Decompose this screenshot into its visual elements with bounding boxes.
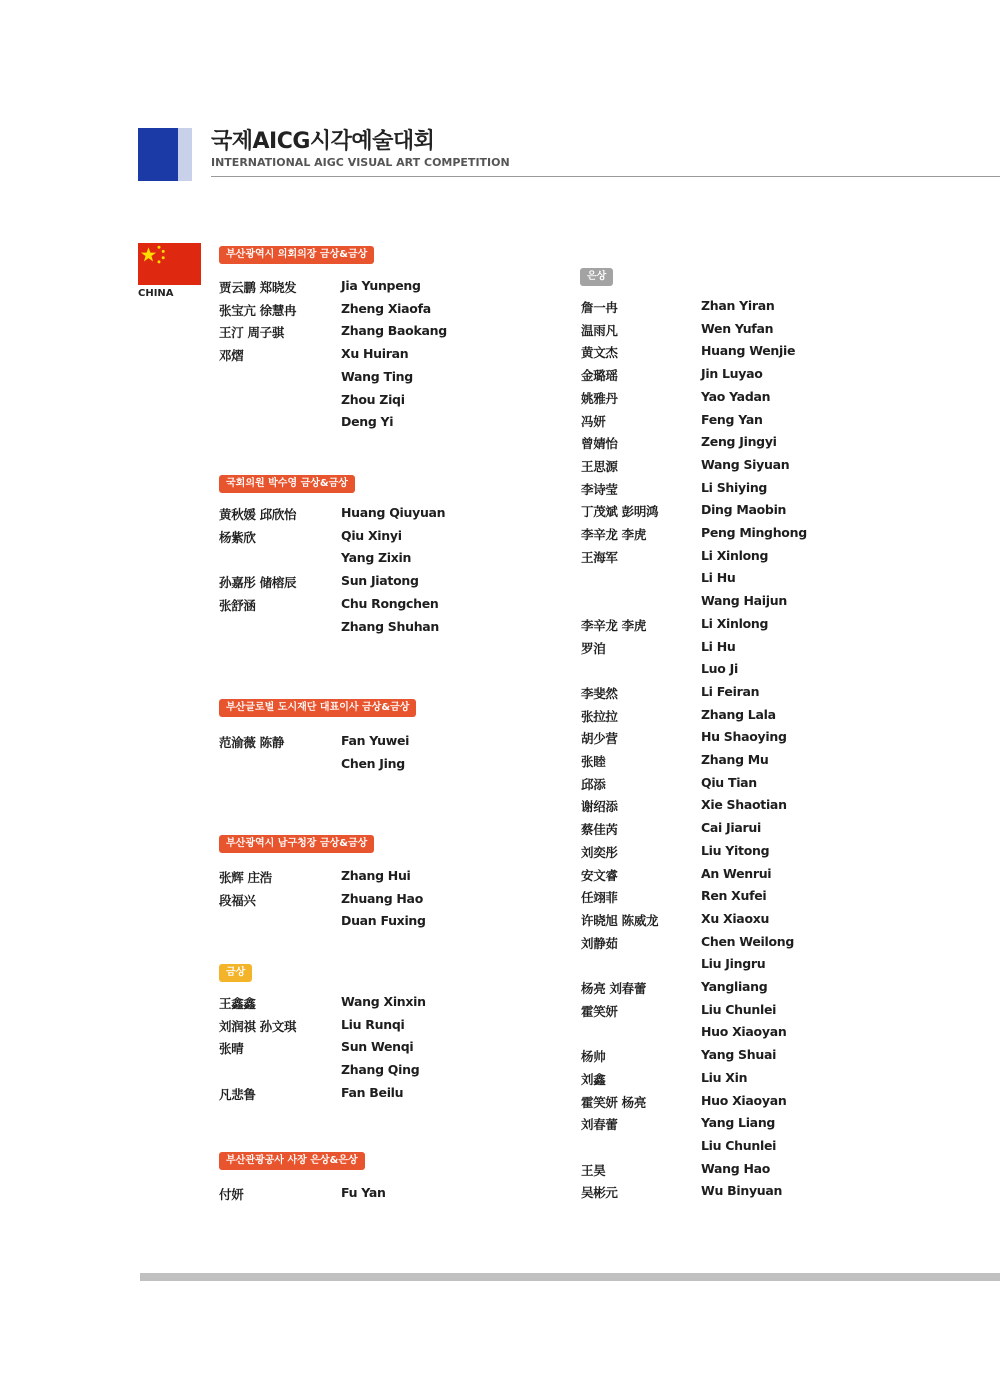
header-logo-accent	[178, 128, 192, 181]
recipient-name-chinese: 王海军	[581, 549, 618, 565]
recipient-name-chinese: 温雨凡	[581, 322, 618, 338]
recipient-name-english: An Wenrui	[701, 865, 772, 881]
recipient-name-english: Yang Shuai	[701, 1047, 777, 1063]
recipient-name-chinese: 曾婧怡	[581, 436, 618, 452]
page-title: 국제AICG시각예술대회	[211, 129, 435, 154]
recipient-name-chinese: 霍笑妍	[581, 1003, 618, 1019]
recipient-name-chinese: 谢绍添	[581, 799, 618, 815]
recipient-name-english: Wu Binyuan	[701, 1183, 783, 1199]
recipient-name-chinese: 许晓旭 陈威龙	[581, 912, 659, 928]
recipient-name-chinese: 范渝薇 陈静	[219, 735, 285, 750]
recipient-name-chinese: 刘春蕾	[581, 1117, 618, 1133]
recipient-name-english: Zhang Lala	[701, 706, 776, 722]
recipient-name-chinese: 凡悲鲁	[219, 1086, 256, 1102]
recipient-name-chinese: 张宝亢 徐慧冉	[219, 302, 297, 318]
recipient-name-chinese: 王昊	[581, 1162, 606, 1178]
country-label: CHINA	[138, 288, 174, 299]
recipient-name-english: Cai Jiarui	[701, 820, 761, 836]
recipient-name-chinese: 李辛龙 李虎	[581, 617, 647, 633]
recipient-name-chinese: 王汀 周子骐	[219, 325, 285, 341]
recipient-name-chinese: 段福兴	[219, 892, 256, 908]
recipient-name-chinese: 吴彬元	[581, 1185, 618, 1201]
recipient-name-english: Fu Yan	[341, 1185, 386, 1200]
recipient-name-chinese: 霍笑妍 杨亮	[581, 1094, 647, 1110]
recipient-name-english: Zhan Yiran	[701, 298, 775, 313]
recipient-name-chinese: 邓熠	[219, 348, 244, 364]
recipient-name-english: Chu Rongchen	[341, 595, 439, 611]
header-divider	[211, 176, 1000, 177]
recipient-name-english: Wen Yufan	[701, 320, 774, 336]
award-badge: 금상	[219, 964, 252, 982]
recipient-name-chinese: 黄秋媛 邱欣怡	[219, 507, 297, 522]
recipient-name-chinese: 刘奕彤	[581, 844, 618, 860]
recipient-name-english: Liu Runqi	[341, 1016, 405, 1032]
award-badge: 부산광역시 남구청장 금상&금상	[219, 835, 374, 853]
recipient-name-english: Ren Xufei	[701, 888, 767, 904]
recipient-name-english: Liu Yitong	[701, 842, 770, 858]
recipient-name-english: Feng Yan	[701, 411, 763, 427]
recipient-name-english: Hu Shaoying	[701, 729, 787, 745]
recipient-name-english: Liu Chunlei	[701, 1001, 777, 1017]
recipient-name-chinese: 邱添	[581, 776, 606, 792]
award-badge: 은상	[580, 268, 613, 286]
award-badge: 국회의원 박수영 금상&금상	[219, 475, 355, 493]
recipient-name-english: Xie Shaotian	[701, 797, 787, 813]
china-flag-icon	[138, 243, 201, 285]
recipient-name-english: Zeng Jingyi	[701, 434, 777, 450]
recipient-name-english: Li Feiran	[701, 683, 760, 699]
recipient-name-chinese: 姚雅丹	[581, 390, 618, 406]
recipient-name-english: Jia Yunpeng	[341, 278, 421, 293]
recipient-name-english: Wang Haijun	[701, 593, 787, 609]
recipient-name-english: Li Xinlong	[701, 615, 769, 631]
recipient-name-english: Zhang Shuhan	[341, 618, 440, 634]
recipient-name-chinese: 杨帅	[581, 1049, 606, 1065]
recipient-name-chinese: 金璐瑶	[581, 368, 618, 384]
recipient-name-english: Zhang Mu	[701, 752, 769, 767]
recipient-name-english: Zhou Ziqi	[341, 391, 405, 407]
recipient-name-chinese: 王鑫鑫	[219, 996, 256, 1011]
page-subtitle: INTERNATIONAL AIGC VISUAL ART COMPETITION	[211, 156, 510, 169]
recipient-name-chinese: 杨亮 刘春蕾	[581, 981, 647, 996]
recipient-name-english: Xu Xiaoxu	[701, 910, 770, 926]
recipient-name-english: Yao Yadan	[701, 388, 771, 404]
recipient-name-english: Huo Xiaoyan	[701, 1092, 787, 1108]
recipient-name-chinese: 孙嘉彤 储榕辰	[219, 575, 297, 591]
recipient-name-english: Ding Maobin	[701, 502, 787, 518]
recipient-name-english: Deng Yi	[341, 414, 394, 430]
recipient-name-chinese: 任翊菲	[581, 890, 618, 906]
recipient-name-chinese: 李斐然	[581, 685, 618, 701]
recipient-name-chinese: 冯妍	[581, 413, 606, 429]
award-badge: 부산글로벌 도시재단 대표이사 금상&금상	[219, 699, 416, 717]
recipient-name-chinese: 刘鑫	[581, 1071, 606, 1087]
recipient-name-english: Wang Hao	[701, 1160, 771, 1176]
award-badge: 부산광역시 의회의장 금상&금상	[219, 246, 374, 264]
recipient-name-english: Liu Jingru	[701, 956, 766, 972]
recipient-name-english: Zhang Qing	[341, 1062, 420, 1078]
recipient-name-english: Duan Fuxing	[341, 913, 426, 929]
recipient-name-chinese: 詹一冉	[581, 300, 618, 315]
recipient-name-english: Chen Weilong	[701, 933, 795, 949]
recipient-name-chinese: 刘静茹	[581, 935, 618, 951]
recipient-name-english: Liu Chunlei	[701, 1137, 777, 1153]
recipient-name-chinese: 张晴	[219, 1041, 244, 1057]
recipient-name-english: Zheng Xiaofa	[341, 300, 431, 316]
recipient-name-english: Wang Xinxin	[341, 994, 426, 1009]
award-badge: 부산관광공사 사장 은상&은상	[219, 1152, 365, 1170]
recipient-name-english: Huang Qiuyuan	[341, 505, 446, 520]
recipient-name-english: Jin Luyao	[701, 366, 763, 382]
recipient-name-chinese: 李辛龙 李虎	[581, 527, 647, 542]
recipient-name-english: Qiu Tian	[701, 774, 757, 790]
recipient-name-english: Zhuang Hao	[341, 890, 423, 906]
recipient-name-chinese: 杨紫欣	[219, 529, 256, 545]
recipient-name-english: Wang Siyuan	[701, 456, 790, 472]
recipient-name-chinese: 张舒涵	[219, 597, 256, 613]
recipient-name-chinese: 安文睿	[581, 867, 618, 883]
recipient-name-english: Yang Liang	[701, 1115, 776, 1131]
recipient-name-english: Xu Huiran	[341, 346, 409, 362]
recipient-name-english: Luo Ji	[701, 661, 738, 677]
recipient-name-english: Sun Jiatong	[341, 573, 419, 589]
recipient-name-english: Li Xinlong	[701, 547, 769, 563]
recipient-name-english: Liu Xin	[701, 1069, 748, 1085]
recipient-name-english: Zhang Baokang	[341, 323, 447, 339]
recipient-name-english: Wang Ting	[341, 368, 413, 384]
recipient-name-english: Chen Jing	[341, 755, 405, 771]
recipient-name-chinese: 胡少营	[581, 731, 618, 747]
header-logo-block	[138, 128, 178, 181]
recipient-name-english: Li Hu	[701, 638, 736, 654]
recipient-name-english: Sun Wenqi	[341, 1039, 414, 1055]
recipient-name-chinese: 张睦	[581, 754, 606, 769]
recipient-name-chinese: 罗洎	[581, 640, 606, 656]
recipient-name-english: Li Hu	[701, 570, 736, 586]
recipient-name-english: Zhang Hui	[341, 868, 411, 883]
recipient-name-english: Li Shiying	[701, 479, 768, 495]
footer-bar	[140, 1273, 1000, 1281]
recipient-name-english: Yang Zixin	[341, 550, 412, 566]
recipient-name-chinese: 张辉 庄浩	[219, 870, 272, 885]
recipient-name-chinese: 王思源	[581, 458, 618, 474]
recipient-name-chinese: 张拉拉	[581, 708, 618, 724]
recipient-name-chinese: 黄文杰	[581, 345, 618, 361]
recipient-name-english: Fan Yuwei	[341, 733, 410, 748]
recipient-name-chinese: 贾云鹏 郑晓发	[219, 280, 297, 295]
recipient-name-chinese: 丁茂斌 彭明鸿	[581, 504, 659, 520]
recipient-name-chinese: 付妍	[219, 1187, 244, 1202]
recipient-name-english: Fan Beilu	[341, 1084, 404, 1100]
recipient-name-english: Peng Minghong	[701, 525, 807, 540]
recipient-name-english: Qiu Xinyi	[341, 527, 402, 543]
recipient-name-chinese: 蔡佳芮	[581, 822, 618, 838]
recipient-name-english: Huang Wenjie	[701, 343, 796, 359]
recipient-name-chinese: 刘润祺 孙文琪	[219, 1018, 297, 1034]
recipient-name-chinese: 李诗莹	[581, 481, 618, 497]
recipient-name-english: Huo Xiaoyan	[701, 1024, 787, 1040]
recipient-name-english: Yangliang	[701, 979, 768, 994]
